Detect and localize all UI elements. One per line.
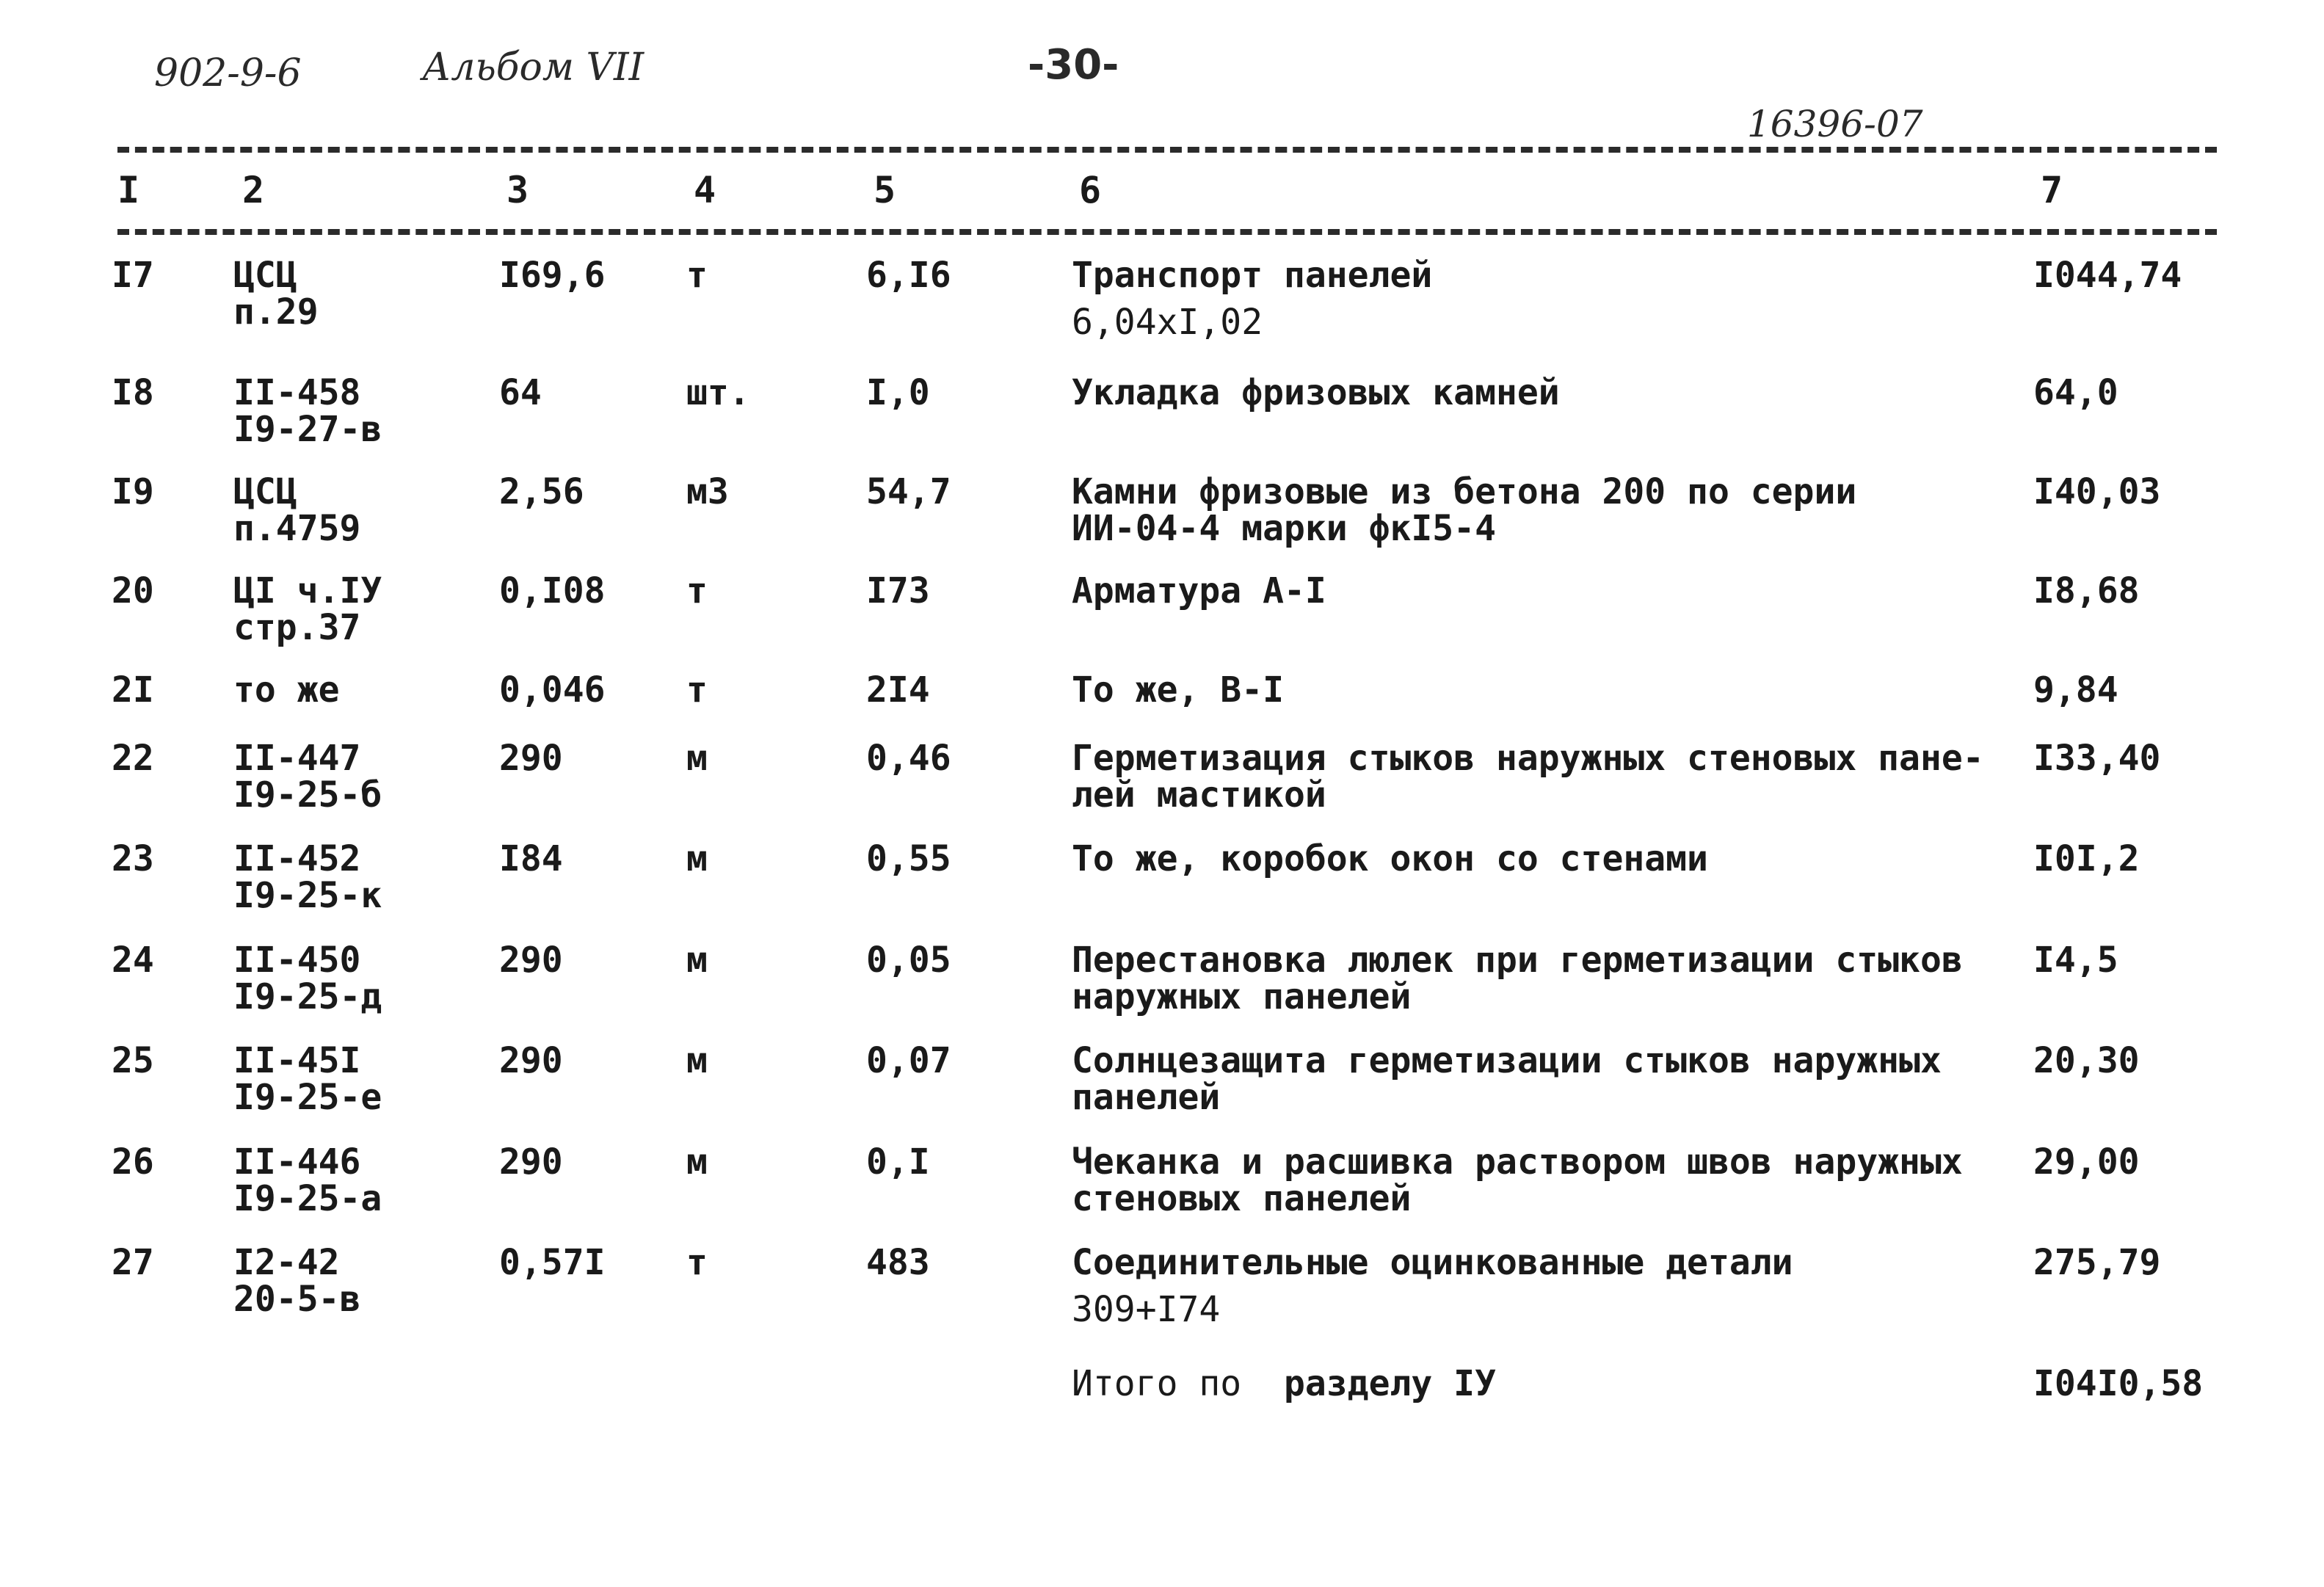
row-description [1072, 374, 1560, 411]
description-line-2: ИИ-04-4 марки фкI5-4 [1072, 508, 1496, 549]
row-unit: м [686, 940, 708, 981]
row-total: I8,68 [2033, 570, 2140, 611]
column-header-1: I [117, 169, 140, 211]
row-description [1072, 473, 1856, 547]
code-line-1: II-45I [233, 1040, 361, 1081]
column-header-3: 3 [506, 169, 529, 211]
row-code [233, 374, 382, 448]
description-line-1: Укладка фризовых камней [1072, 372, 1560, 413]
row-unit-price: I,0 [866, 372, 930, 413]
row-unit: м [686, 1040, 708, 1081]
row-code [233, 738, 382, 816]
description-line-1: Транспорт панелей [1072, 255, 1433, 296]
row-unit: м [686, 838, 708, 879]
row-unit-price: I73 [866, 570, 930, 611]
section-total-label-prefix: Итого по [1072, 1363, 1242, 1404]
row-number: 23 [112, 838, 154, 879]
code-line-2: I9-25-к [233, 875, 382, 916]
row-unit: т [686, 255, 708, 296]
section-total-label [1072, 1365, 1496, 1402]
code-line-2: стр.37 [233, 607, 361, 648]
section-total-label-section: разделу IУ [1283, 1363, 1496, 1404]
column-header-6: 6 [1079, 169, 1102, 211]
row-code [233, 1141, 382, 1219]
album-label: Альбом VII [422, 46, 644, 90]
row-code [233, 1244, 360, 1318]
description-line-1: То же, В-I [1072, 669, 1284, 711]
code-line-1: ЦСЦ [233, 255, 297, 296]
code-line-1: II-446 [233, 1141, 361, 1183]
row-number: 27 [112, 1242, 154, 1283]
row-quantity: I84 [499, 838, 563, 879]
row-quantity: 0,57I [499, 1242, 606, 1283]
row-unit: шт. [686, 372, 750, 413]
row-code [233, 570, 382, 648]
row-unit-price: 6,I6 [866, 255, 951, 296]
code-line-2: I9-25-б [233, 774, 382, 816]
description-line-1: То же, коробок окон со стенами [1072, 838, 1708, 879]
description-line-2: стеновых панелей [1072, 1178, 1412, 1219]
row-description [1072, 257, 1432, 341]
row-unit-price: 54,7 [866, 471, 951, 512]
doc-code: 902-9-6 [154, 51, 302, 95]
code-line-1: II-450 [233, 940, 361, 981]
code-line-2: I9-25-е [233, 1077, 382, 1118]
row-number: I8 [112, 372, 154, 413]
row-unit: м [686, 1141, 708, 1183]
row-quantity: 0,046 [499, 669, 606, 711]
column-header-4: 4 [694, 169, 716, 211]
row-unit: т [686, 1242, 708, 1283]
header-divider [117, 229, 2217, 235]
row-total: I40,03 [2033, 471, 2161, 512]
row-description [1072, 1141, 1963, 1219]
code-line-1: ЦI ч.IУ [233, 570, 382, 611]
row-unit-price: 2I4 [866, 669, 930, 711]
code-line-2: п.29 [233, 291, 319, 333]
row-total: I044,74 [2033, 255, 2182, 296]
row-description [1072, 738, 1984, 816]
description-line-1: Перестановка люлек при герметизации стыков [1072, 940, 1963, 981]
row-unit-price: 0,46 [866, 738, 951, 779]
page-number: -30- [1028, 41, 1119, 89]
code-line-1: ЦСЦ [233, 471, 297, 512]
row-unit-price: 0,55 [866, 838, 951, 879]
row-description [1072, 942, 1963, 1015]
description-line-1: Солнцезащита герметизации стыков наружных [1072, 1040, 1942, 1081]
row-unit-price: 0,I [866, 1141, 930, 1183]
row-quantity: 290 [499, 738, 563, 779]
column-header-7: 7 [2041, 169, 2063, 211]
row-total: I33,40 [2033, 738, 2161, 779]
code-line-1: II-447 [233, 738, 361, 779]
code-line-2: I9-25-д [233, 976, 382, 1017]
row-number: 20 [112, 570, 154, 611]
row-number: 24 [112, 940, 154, 981]
column-header-5: 5 [874, 169, 896, 211]
row-code [233, 942, 382, 1015]
row-total: 29,00 [2033, 1141, 2140, 1183]
row-quantity: 290 [499, 1141, 563, 1183]
description-line-2: наружных панелей [1072, 976, 1412, 1017]
description-line-2: панелей [1072, 1077, 1221, 1118]
code-line-2: п.4759 [233, 508, 361, 549]
row-number: I7 [112, 255, 154, 296]
row-description [1072, 1042, 1942, 1116]
row-quantity: 64 [499, 372, 542, 413]
row-quantity: 0,I08 [499, 570, 606, 611]
row-unit: т [686, 570, 708, 611]
row-quantity: 290 [499, 940, 563, 981]
row-total: 275,79 [2033, 1242, 2161, 1283]
code-line-1: II-458 [233, 372, 361, 413]
row-description [1072, 570, 1326, 611]
row-total: I4,5 [2033, 940, 2118, 981]
row-unit-price: 483 [866, 1242, 930, 1283]
code-line-1: то же [233, 669, 340, 711]
row-description [1072, 1244, 1793, 1328]
code-line-2: 20-5-в [233, 1279, 361, 1320]
code-line-1: I2-42 [233, 1242, 340, 1283]
row-description [1072, 840, 1708, 877]
description-line-1: Камни фризовые из бетона 200 по серии [1072, 471, 1857, 512]
description-line-1: Соединительные оцинкованные детали [1072, 1242, 1793, 1283]
row-quantity: 290 [499, 1040, 563, 1081]
row-quantity: 2,56 [499, 471, 584, 512]
row-code [233, 669, 340, 711]
doc-number: 16396-07 [1747, 103, 1923, 145]
code-line-2: I9-27-в [233, 409, 382, 450]
row-number: 26 [112, 1141, 154, 1183]
row-number: I9 [112, 471, 154, 512]
row-code [233, 473, 360, 547]
row-unit: м [686, 738, 708, 779]
row-quantity: I69,6 [499, 255, 606, 296]
row-total: 64,0 [2033, 372, 2118, 413]
code-line-1: II-452 [233, 838, 361, 879]
top-divider [117, 147, 2217, 153]
row-code [233, 255, 319, 333]
description-calculation: 309+I74 [1072, 1289, 1221, 1330]
row-description [1072, 669, 1284, 711]
row-total: 9,84 [2033, 669, 2118, 711]
row-total: 20,30 [2033, 1040, 2140, 1081]
row-unit: т [686, 669, 708, 711]
row-code [233, 840, 382, 914]
row-number: 2I [112, 669, 154, 711]
code-line-2: I9-25-а [233, 1178, 382, 1219]
row-unit: м3 [686, 471, 729, 512]
row-code [233, 1042, 382, 1116]
row-number: 25 [112, 1040, 154, 1081]
description-line-1: Герметизация стыков наружных стеновых пане- [1072, 738, 1984, 779]
row-number: 22 [112, 738, 154, 779]
section-total-value: I04I0,58 [2033, 1363, 2204, 1404]
row-unit-price: 0,07 [866, 1040, 951, 1081]
row-unit-price: 0,05 [866, 940, 951, 981]
description-line-1: Арматура А-I [1072, 570, 1326, 611]
description-line-1: Чеканка и расшивка раствором швов наружных [1072, 1141, 1963, 1183]
description-line-2: лей мастикой [1072, 774, 1326, 816]
row-total: I0I,2 [2033, 838, 2140, 879]
description-calculation: 6,04хI,02 [1072, 302, 1263, 343]
column-header-2: 2 [242, 169, 265, 211]
